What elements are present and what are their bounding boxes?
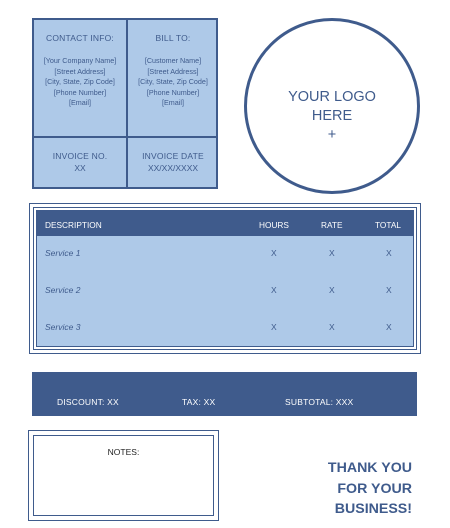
contact-phone: [Phone Number] [53,87,107,97]
header-hours: HOURS [259,220,289,230]
row-description: Service 3 [45,322,81,332]
service-table-header [37,211,413,236]
row-description: Service 2 [45,285,81,295]
row-rate: X [329,285,335,295]
invoice-date-value: XX/XX/XXXX [147,163,199,173]
bill-email: [Email] [162,98,184,108]
row-hours: X [271,248,277,258]
discount-text: DISCOUNT: XX [57,397,119,407]
bill-customer: [Customer Name] [144,56,202,65]
grid-divider-horizontal [34,136,216,138]
tax-text: TAX: XX [182,397,216,407]
contact-info-heading: CONTACT INFO: [46,33,114,43]
row-description: Service 1 [45,248,81,258]
header-description: DESCRIPTION [45,220,102,230]
logo-placeholder[interactable] [244,18,420,194]
subtotal-text: SUBTOTAL: XXX [285,397,354,407]
contact-city: [City, State, Zip Code] [45,77,115,87]
row-hours: X [271,285,277,295]
row-hours: X [271,322,277,332]
row-rate: X [329,322,335,332]
bill-to-lines [128,56,218,109]
row-total: X [386,322,392,332]
bill-to-heading: BILL TO: [155,33,191,43]
thanks-line1: THANK YOU [327,460,412,476]
thank-you-message [328,458,412,520]
invoice-date-label: INVOICE DATE [142,151,204,161]
logo-text-line2: HERE [311,108,353,124]
plus-icon: + [327,127,337,143]
row-total: X [386,285,392,295]
service-table [36,210,414,347]
contact-info-lines [34,56,126,109]
info-grid [32,18,218,189]
row-total: X [386,248,392,258]
totals-bar [32,372,417,416]
row-rate: X [329,248,335,258]
logo-text-line1: YOUR LOGO [288,89,376,105]
thanks-line2: FOR YOUR [337,480,412,497]
thanks-line3: BUSINESS! [334,501,412,517]
header-total: TOTAL [375,220,401,230]
bill-phone: [Phone Number] [146,87,200,97]
bill-street: [Street Address] [147,66,199,76]
invoice-no-value: XX [74,163,86,173]
bill-city: [City, State, Zip Code] [138,77,208,87]
contact-email: [Email] [69,98,91,108]
contact-company: [Your Company Name] [43,56,117,65]
invoice-no-label: INVOICE NO. [52,151,108,161]
notes-frame [28,430,219,521]
contact-street: [Street Address] [54,66,106,76]
notes-label: NOTES: [107,447,140,457]
header-rate: RATE [321,220,343,230]
notes-box[interactable] [33,435,214,516]
